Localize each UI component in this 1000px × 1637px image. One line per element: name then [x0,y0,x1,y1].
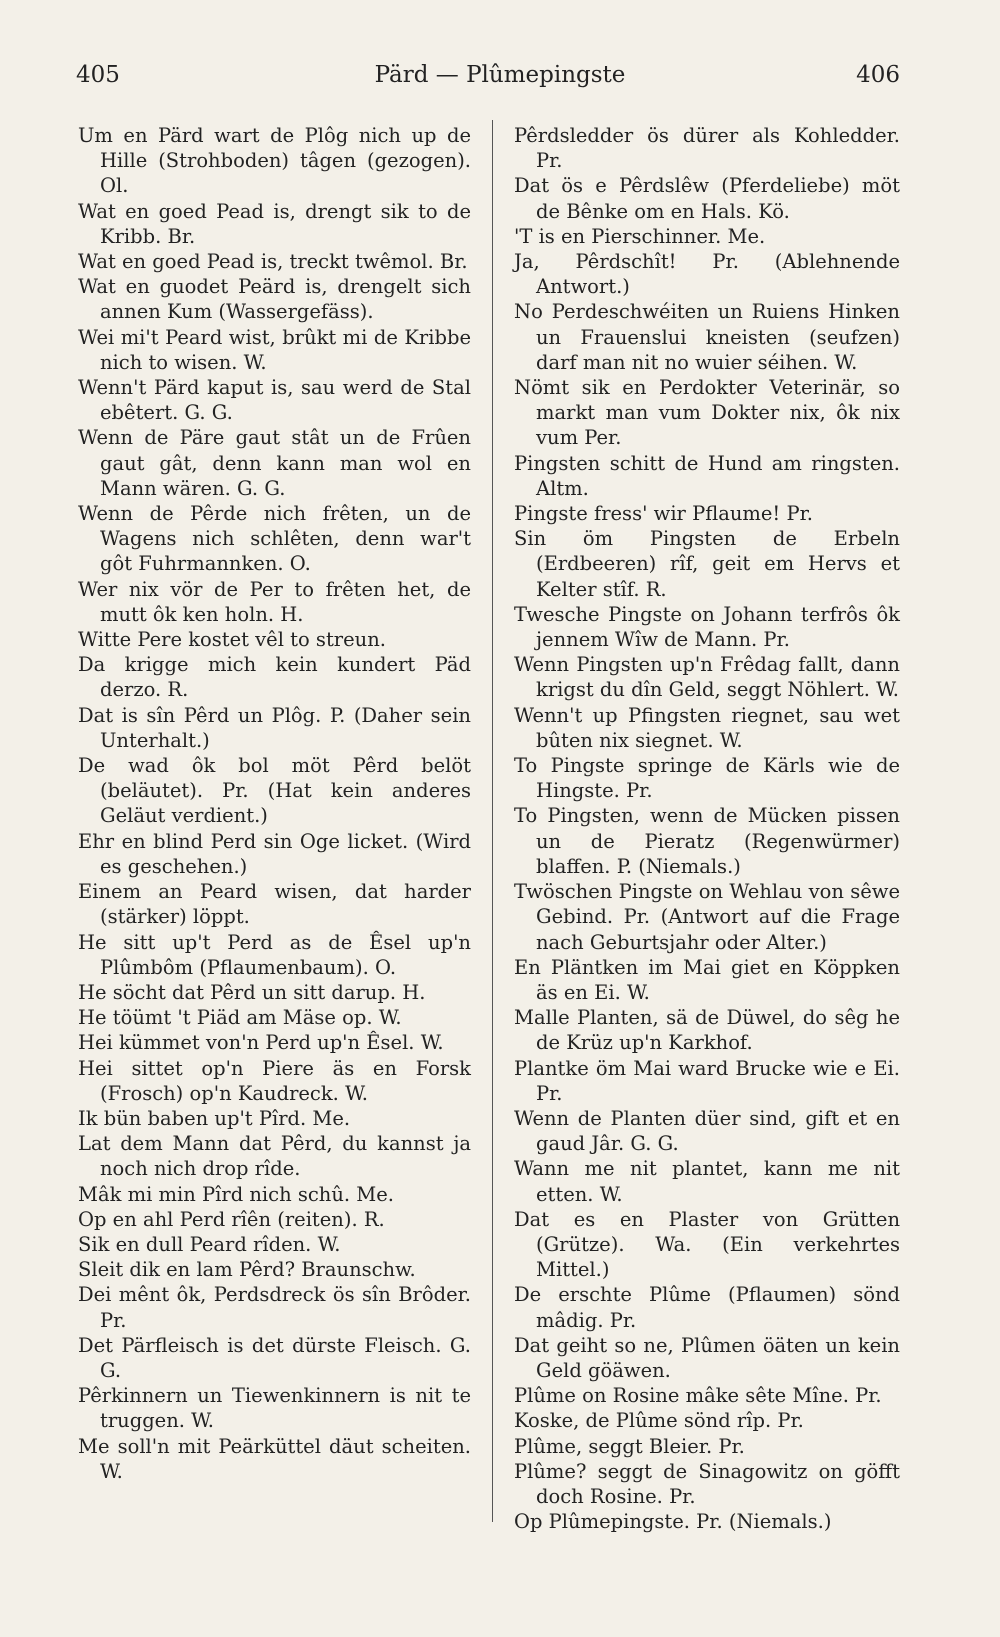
proverb-entry: Ehr en blind Perd sin Oge licket. (Wird es geschehen.) [78,829,471,878]
proverb-entry: Koske, de Plûme sönd rîp. Pr. [514,1409,804,1433]
proverb-entry: Op en ahl Perd rîên (reiten). R. [78,1207,385,1231]
proverb-entry: Ik bün baben up't Pîrd. Me. [78,1106,351,1130]
proverb-entry: Da krigge mich kein kundert Päd derzo. R. [78,653,471,702]
proverb-entry: Plûme on Rosine mâke sête Mîne. Pr. [514,1384,882,1408]
left-column [78,123,471,1484]
proverb-entry: Pingste fress' wir Pflaume! Pr. [514,502,813,526]
proverb-entry: De wad ôk bol möt Pêrd belöt (beläutet). Pr. (Hat kein anderes Geläut verdient.) [78,754,471,828]
proverb-entry: Twesche Pingste on Johann terfrôs ôk jennem Wîw de Mann. Pr. [514,602,900,652]
proverb-entry: Sleit dik en lam Pêrd? Braunschw. [78,1258,416,1282]
proverb-entry: Lat dem Mann dat Pêrd, du kannst ja noch nich drop rîde. [78,1132,471,1181]
proverb-entry: Wei mi't Peard wist, brûkt mi de Kribbe nich to wisen. W. [78,325,471,374]
proverb-entry: Wat en guodet Peärd is, drengelt sich annen Kum (Wassergefäss). [78,275,471,324]
proverb-entry: Pêrdsledder ös dürer als Kohledder. Pr. [514,124,900,173]
proverb-entry: Wer nix vör de Per to frêten het, de mutt ôk ken holn. H. [78,577,471,626]
proverb-entry: En Pläntken im Mai giet en Köppken äs en Ei. W. [514,955,900,1004]
left-page-number: 405 [76,62,120,88]
proverb-entry: Malle Planten, sä de Düwel, do sêg he de Krüz up'n Karkhof. [514,1006,900,1055]
proverb-entry: Me soll'n mit Peärküttel däut scheiten. W. [78,1434,471,1483]
proverb-entry: Sik en dull Peard rîden. W. [78,1232,341,1256]
proverb-entry: Um en Pärd wart de Plôg nich up de Hille (Strohboden) tâgen (gezogen). Ol. [78,124,471,198]
proverb-entry: Sin öm Pingsten de Erbeln (Erdbeeren) rîf, geit em Hervs et Kelter stîf. R. [514,527,900,601]
proverb-entry: Hei sittet op'n Piere äs en Forsk (Frosch) op'n Kaudreck. W. [78,1056,471,1105]
proverb-entry: To Pingste springe de Kärls wie de Hingste. Pr. [514,754,900,803]
proverb-entry: Wenn't up Pfingsten riegnet, sau wet bûten nix siegnet. W. [514,703,900,752]
proverb-entry: Wat en goed Pead is, drengt sik to de Kribb. Br. [78,199,471,248]
proverb-entry: Nömt sik en Perdokter Veterinär, so markt man vum Dokter nix, ôk nix vum Per. [514,376,900,450]
proverb-entry: Hei kümmet von'n Perd up'n Êsel. W. [78,1031,444,1055]
proverb-entry: Dat geiht so ne, Plûmen öäten un kein Geld göäwen. [514,1333,900,1382]
proverb-entry: Det Pärfleisch is det dürste Fleisch. G. G. [78,1333,471,1382]
proverb-entry: Wenn de Päre gaut stât un de Frûen gaut gât, denn kann man wol en Mann wären. G. G. [78,426,471,500]
proverb-entry: He söcht dat Pêrd un sitt darup. H. [78,980,426,1004]
proverb-entry: No Perdeschwéiten un Ruiens Hinken un Frauenslui kneisten (seufzen) darf man nit no wuier séihen. W. [514,300,900,374]
proverb-entry: Dei mênt ôk, Perdsdreck ös sîn Brôder. Pr. [78,1283,471,1332]
proverb-entry: 'T is en Pierschinner. Me. [514,224,766,248]
proverb-entry: Wann me nit plantet, kann me nit etten. W. [514,1157,900,1206]
proverb-entry: Einem an Peard wisen, dat harder (stärker) löppt. [78,880,471,929]
proverb-entry: Plûme? seggt de Sinagowitz on göfft doch Rosine. Pr. [514,1459,900,1508]
right-column [514,123,900,1534]
proverb-entry: Plantke öm Mai ward Brucke wie e Ei. Pr. [514,1056,900,1105]
proverb-entry: Op Plûmepingste. Pr. (Niemals.) [514,1510,832,1534]
proverb-entry: De erschte Plûme (Pflaumen) sönd mâdig. Pr. [514,1283,900,1332]
proverb-entry: Dat is sîn Pêrd un Plôg. P. (Daher sein Unterhalt.) [78,703,471,752]
proverb-entry: Pingsten schitt de Hund am ringsten. Altm. [514,451,900,500]
proverb-entry: Plûme, seggt Bleier. Pr. [514,1434,745,1458]
proverb-entry: Wenn de Pêrde nich frêten, un de Wagens nich schlêten, denn war't gôt Fuhrmannken. O. [78,502,471,576]
proverb-entry: Witte Pere kostet vêl to streun. [78,628,386,652]
proverb-entry: Dat ös e Pêrdslêw (Pferdeliebe) möt de Bênke om en Hals. Kö. [514,174,900,223]
proverb-entry: He töümt 't Piäd am Mäse op. W. [78,1006,402,1030]
proverb-entry: Pêrkinnern un Tiewenkinnern is nit te truggen. W. [78,1384,471,1433]
column-divider [492,120,493,1522]
running-title: Pärd — Plûmepingste [374,62,626,88]
proverb-entry: To Pingsten, wenn de Mücken pissen un de Pieratz (Regenwürmer) blaffen. P. (Niemals.) [514,804,900,878]
proverb-entry: Mâk mi min Pîrd nich schû. Me. [78,1182,394,1206]
proverb-entry: Wenn't Pärd kaput is, sau werd de Stal ebêtert. G. G. [78,376,471,425]
proverb-entry: Dat es en Plaster von Grütten (Grütze). Wa. (Ein verkehrtes Mittel.) [514,1207,900,1282]
proverb-entry: He sitt up't Perd as de Êsel up'n Plûmbôm (Pflaumenbaum). O. [78,930,471,979]
proverb-entry: Wat en goed Pead is, treckt twêmol. Br. [78,250,468,274]
proverb-entry: Ja, Pêrdschît! Pr. (Ablehnende Antwort.) [514,250,900,299]
right-page-number: 406 [856,62,900,88]
proverb-entry: Wenn de Planten düer sind, gift et en gaud Jâr. G. G. [514,1106,900,1156]
proverb-entry: Twöschen Pingste on Wehlau von sêwe Gebind. Pr. (Antwort auf die Frage nach Geburtsjahr oder Alter.) [514,880,900,954]
proverb-entry: Wenn Pingsten up'n Frêdag fallt, dann krigst du dîn Geld, seggt Nöhlert. W. [514,653,900,702]
